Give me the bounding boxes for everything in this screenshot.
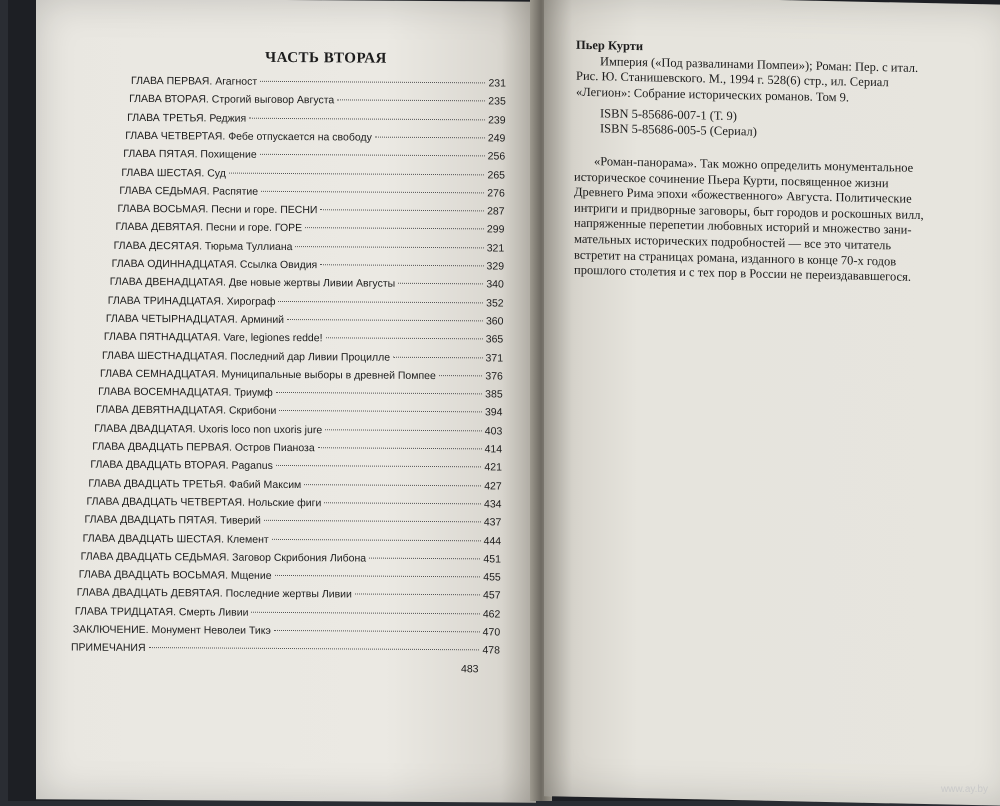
toc-leader-dots [326,337,483,339]
toc-chapter-title: ГЛАВА ЧЕТВЕРТАЯ. Фебе отпускается на свободу [125,129,372,144]
toc-page-number: 470 [482,626,501,639]
toc-final-page-number: 483 [461,662,479,675]
toc-page-number: 340 [486,278,504,291]
toc-row [104,331,503,352]
toc-chapter-title: ГЛАВА СЕМНАДЦАТАЯ. Муниципальные выборы в древней Помпее [100,367,436,382]
toc-row [112,258,504,279]
toc-row [102,349,503,370]
toc-row [110,276,504,297]
toc-leader-dots [275,575,481,577]
toc-row [119,185,504,206]
toc-chapter-title: ГЛАВА ДВАДЦАТЬ ЧЕТВЕРТАЯ. Нольские фиги [86,495,322,510]
toc-page-number: 365 [485,333,504,346]
toc-chapter-title: ГЛАВА ДВАДЦАТЬ ВТОРАЯ. Paganus [90,458,273,473]
toc-chapter-title: ГЛАВА ШЕСТНАДЦАТАЯ. Последний дар Ливии Процилле [101,349,391,364]
toc-leader-dots [260,154,485,157]
toc-page-number: 360 [485,315,504,328]
toc-leader-dots [320,209,484,211]
toc-row [106,313,504,334]
toc-chapter-title: ГЛАВА ДВАДЦАТАЯ. Uxoris loco non uxoris jure [94,422,323,436]
toc-chapter-title: ГЛАВА ДВЕНАДЦАТАЯ. Две новые жертвы Ливии Августы [109,276,396,291]
toc-chapter-title: ГЛАВА ШЕСТАЯ. Суд [121,166,226,180]
toc-row [125,130,505,151]
toc-leader-dots [274,630,480,632]
toc-chapter-title: ГЛАВА ПЯТАЯ. Похищение [123,148,257,161]
toc-leader-dots [272,538,481,540]
toc-page-number: 371 [485,351,504,365]
annotation-text [574,154,990,287]
toc-chapter-title: ГЛАВА ВОСЕМНАДЦАТАЯ. Триумф [98,385,273,400]
right-page [544,0,1000,806]
toc-chapter-title: ПРИМЕЧАНИЯ [71,641,146,655]
toc-chapter-title: ГЛАВА ДЕВЯТНАДЦАТАЯ. Скрибони [96,404,277,418]
toc-chapter-title: ГЛАВА ВТОРАЯ. Строгий выговор Августа [129,93,335,107]
annotation-line: Древнего Рима эпохи «божественного» Августа. Политические [574,184,912,206]
toc-page-number: 421 [484,461,502,474]
toc-row [123,148,505,169]
toc-chapter-title: ГЛАВА ДВАДЦАТЬ СЕДЬМАЯ. Заговор Скрибония Либона [80,550,367,565]
toc-leader-dots [393,356,482,358]
toc-leader-dots [249,117,485,120]
toc-leader-dots [251,611,479,614]
toc-leader-dots [439,375,483,376]
toc-row [114,239,505,260]
toc-leader-dots [279,410,482,412]
toc-page-number: 455 [483,571,501,584]
toc-chapter-title: ГЛАВА ДЕВЯТАЯ. Песни и горе. ГОРЕ [115,221,303,235]
toc-chapter-title: ГЛАВА ДВАДЦАТЬ ТРЕТЬЯ. Фабий Максим [88,477,302,491]
toc-chapter-title: ГЛАВА ДВАДЦАТЬ ПЯТАЯ. Тиверий [84,513,261,528]
bibliographic-block [576,38,996,109]
watermark: www.ay.by [940,784,988,795]
toc-chapter-title: ГЛАВА ПЕРВАЯ. Агагност [131,74,258,88]
toc-row [71,642,500,663]
toc-page-number: 385 [485,388,503,401]
annotation-line: интриги и придворные заговоры, быт городов и роскошных вилл, [574,200,924,222]
toc-heading: ЧАСТЬ ВТОРАЯ [265,49,387,67]
toc-leader-dots [325,429,482,431]
toc-page-number: 239 [488,114,506,127]
toc-page-number: 462 [482,608,501,621]
bib-line: «Легион»: Собрание исторических романов. Том 9. [576,84,849,104]
toc-row [131,75,506,96]
toc-row [94,422,502,443]
toc-leader-dots [375,137,485,139]
isbn-volume: ISBN 5-85686-007-1 (Т. 9) [600,106,737,124]
toc-chapter-title: ГЛАВА ДВАДЦАТЬ ПЕРВАЯ. Остров Пианоза [92,440,315,455]
toc-page-number: 235 [488,95,506,108]
toc-chapter-title: ГЛАВА ЧЕТЫРНАДЦАТАЯ. Арминий [105,312,285,326]
toc-row [117,203,504,224]
toc-leader-dots [261,191,484,194]
toc-chapter-title: ЗАКЛЮЧЕНИЕ. Монумент Неволеи Тикэ [72,623,271,637]
toc-chapter-title: ГЛАВА ДВАДЦАТЬ ШЕСТАЯ. Клемент [82,532,269,546]
toc-leader-dots [276,465,481,467]
toc-row [129,93,506,114]
toc-leader-dots [229,172,485,175]
toc-leader-dots [355,594,480,596]
toc-leader-dots [295,246,483,248]
author-name: Пьер Курти [576,37,644,54]
toc-page-number: 434 [484,498,502,511]
toc-page-number: 352 [486,296,504,310]
toc-leader-dots [149,647,480,650]
toc-leader-dots [337,100,485,102]
toc-page-number: 444 [483,534,502,548]
annotation-line: историческое сочинение Пьера Курти, посвященное жизни [574,169,889,190]
toc-leader-dots [264,520,481,523]
toc-row [121,166,505,187]
toc-row [98,386,503,407]
toc-page-number: 256 [487,150,506,163]
toc-page-number: 287 [487,205,505,218]
annotation-line: прошлого столетия и с тех пор в России не переиздававшегося. [574,262,911,284]
annotation-line: «Роман-панорама». Так можно определить монументальное [594,154,914,175]
toc-page-number: 403 [484,425,503,438]
toc-chapter-title: ГЛАВА СЕДЬМАЯ. Распятие [119,184,259,198]
toc-page-number: 321 [486,242,505,255]
toc-row [108,294,504,315]
toc-leader-dots [276,392,482,394]
toc-leader-dots [398,283,483,285]
toc-page-number: 276 [487,187,505,200]
toc-chapter-title: ГЛАВА ВОСЬМАЯ. Песни и горе. ПЕСНИ [117,202,318,217]
isbn-series: ISBN 5-85686-005-5 (Сериал) [600,121,757,139]
open-book [8,0,1000,801]
toc-chapter-title: ГЛАВА ДЕСЯТАЯ. Тюрьма Туллиана [113,239,293,253]
toc-row [100,367,503,388]
toc-leader-dots [320,264,483,266]
toc-chapter-title: ГЛАВА ДВАДЦАТЬ ВОСЬМАЯ. Мщение [78,568,272,582]
toc-chapter-title: ГЛАВА ТРЕТЬЯ. Реджия [127,111,247,125]
toc-leader-dots [278,301,483,303]
toc-page-number: 231 [488,77,506,90]
toc-chapter-title: ГЛАВА ДВАДЦАТЬ ДЕВЯТАЯ. Последние жертвы Ливии [76,586,352,601]
toc-chapter-title: ГЛАВА ТРИНАДЦАТАЯ. Хирограф [107,294,276,308]
toc-page-number: 427 [484,479,502,493]
toc-row [116,221,505,242]
toc-leader-dots [369,557,480,559]
annotation-line: мательных исторических подробностей — все это читатель [574,231,892,253]
toc-leader-dots [324,502,481,504]
toc-leader-dots [318,447,482,449]
toc-row [127,111,505,132]
toc-page-number: 451 [483,553,501,566]
left-page [36,0,536,803]
toc-page-number: 437 [483,516,502,529]
toc-chapter-title: ГЛАВА ПЯТНАДЦАТАЯ. Vare, legiones redde! [103,330,323,345]
table-of-contents [36,70,536,675]
toc-page-number: 478 [482,644,500,657]
toc-page-number: 376 [485,370,503,383]
toc-page-number: 299 [486,223,505,236]
annotation-line: напряженные перепетии любовных историй и множество зани- [574,216,912,238]
annotation-line: встретит на страницах романа, изданного в конце 70-х годов [574,247,897,269]
toc-chapter-title: ГЛАВА ТРИДЦАТАЯ. Смерть Ливии [74,605,249,619]
toc-leader-dots [304,484,481,486]
toc-page-number: 457 [483,589,501,602]
toc-page-number: 249 [487,132,506,145]
toc-page-number: 329 [486,260,505,273]
toc-leader-dots [260,81,485,84]
toc-leader-dots [305,228,484,230]
toc-leader-dots [287,319,483,321]
toc-chapter-title: ГЛАВА ОДИННАДЦАТАЯ. Ссылка Овидия [111,257,318,272]
toc-row [96,404,502,425]
toc-page-number: 265 [487,168,506,182]
bib-line: Рис. Ю. Станишевского. М., 1994 г. 528(6) стр., ил. Сериал [576,68,889,90]
toc-page-number: 394 [484,406,503,419]
toc-page-number: 414 [484,443,503,456]
bib-line: Империя («Под развалинами Помпеи»); Роман: Пер. с итал. [600,53,919,75]
isbn-block [600,106,757,139]
